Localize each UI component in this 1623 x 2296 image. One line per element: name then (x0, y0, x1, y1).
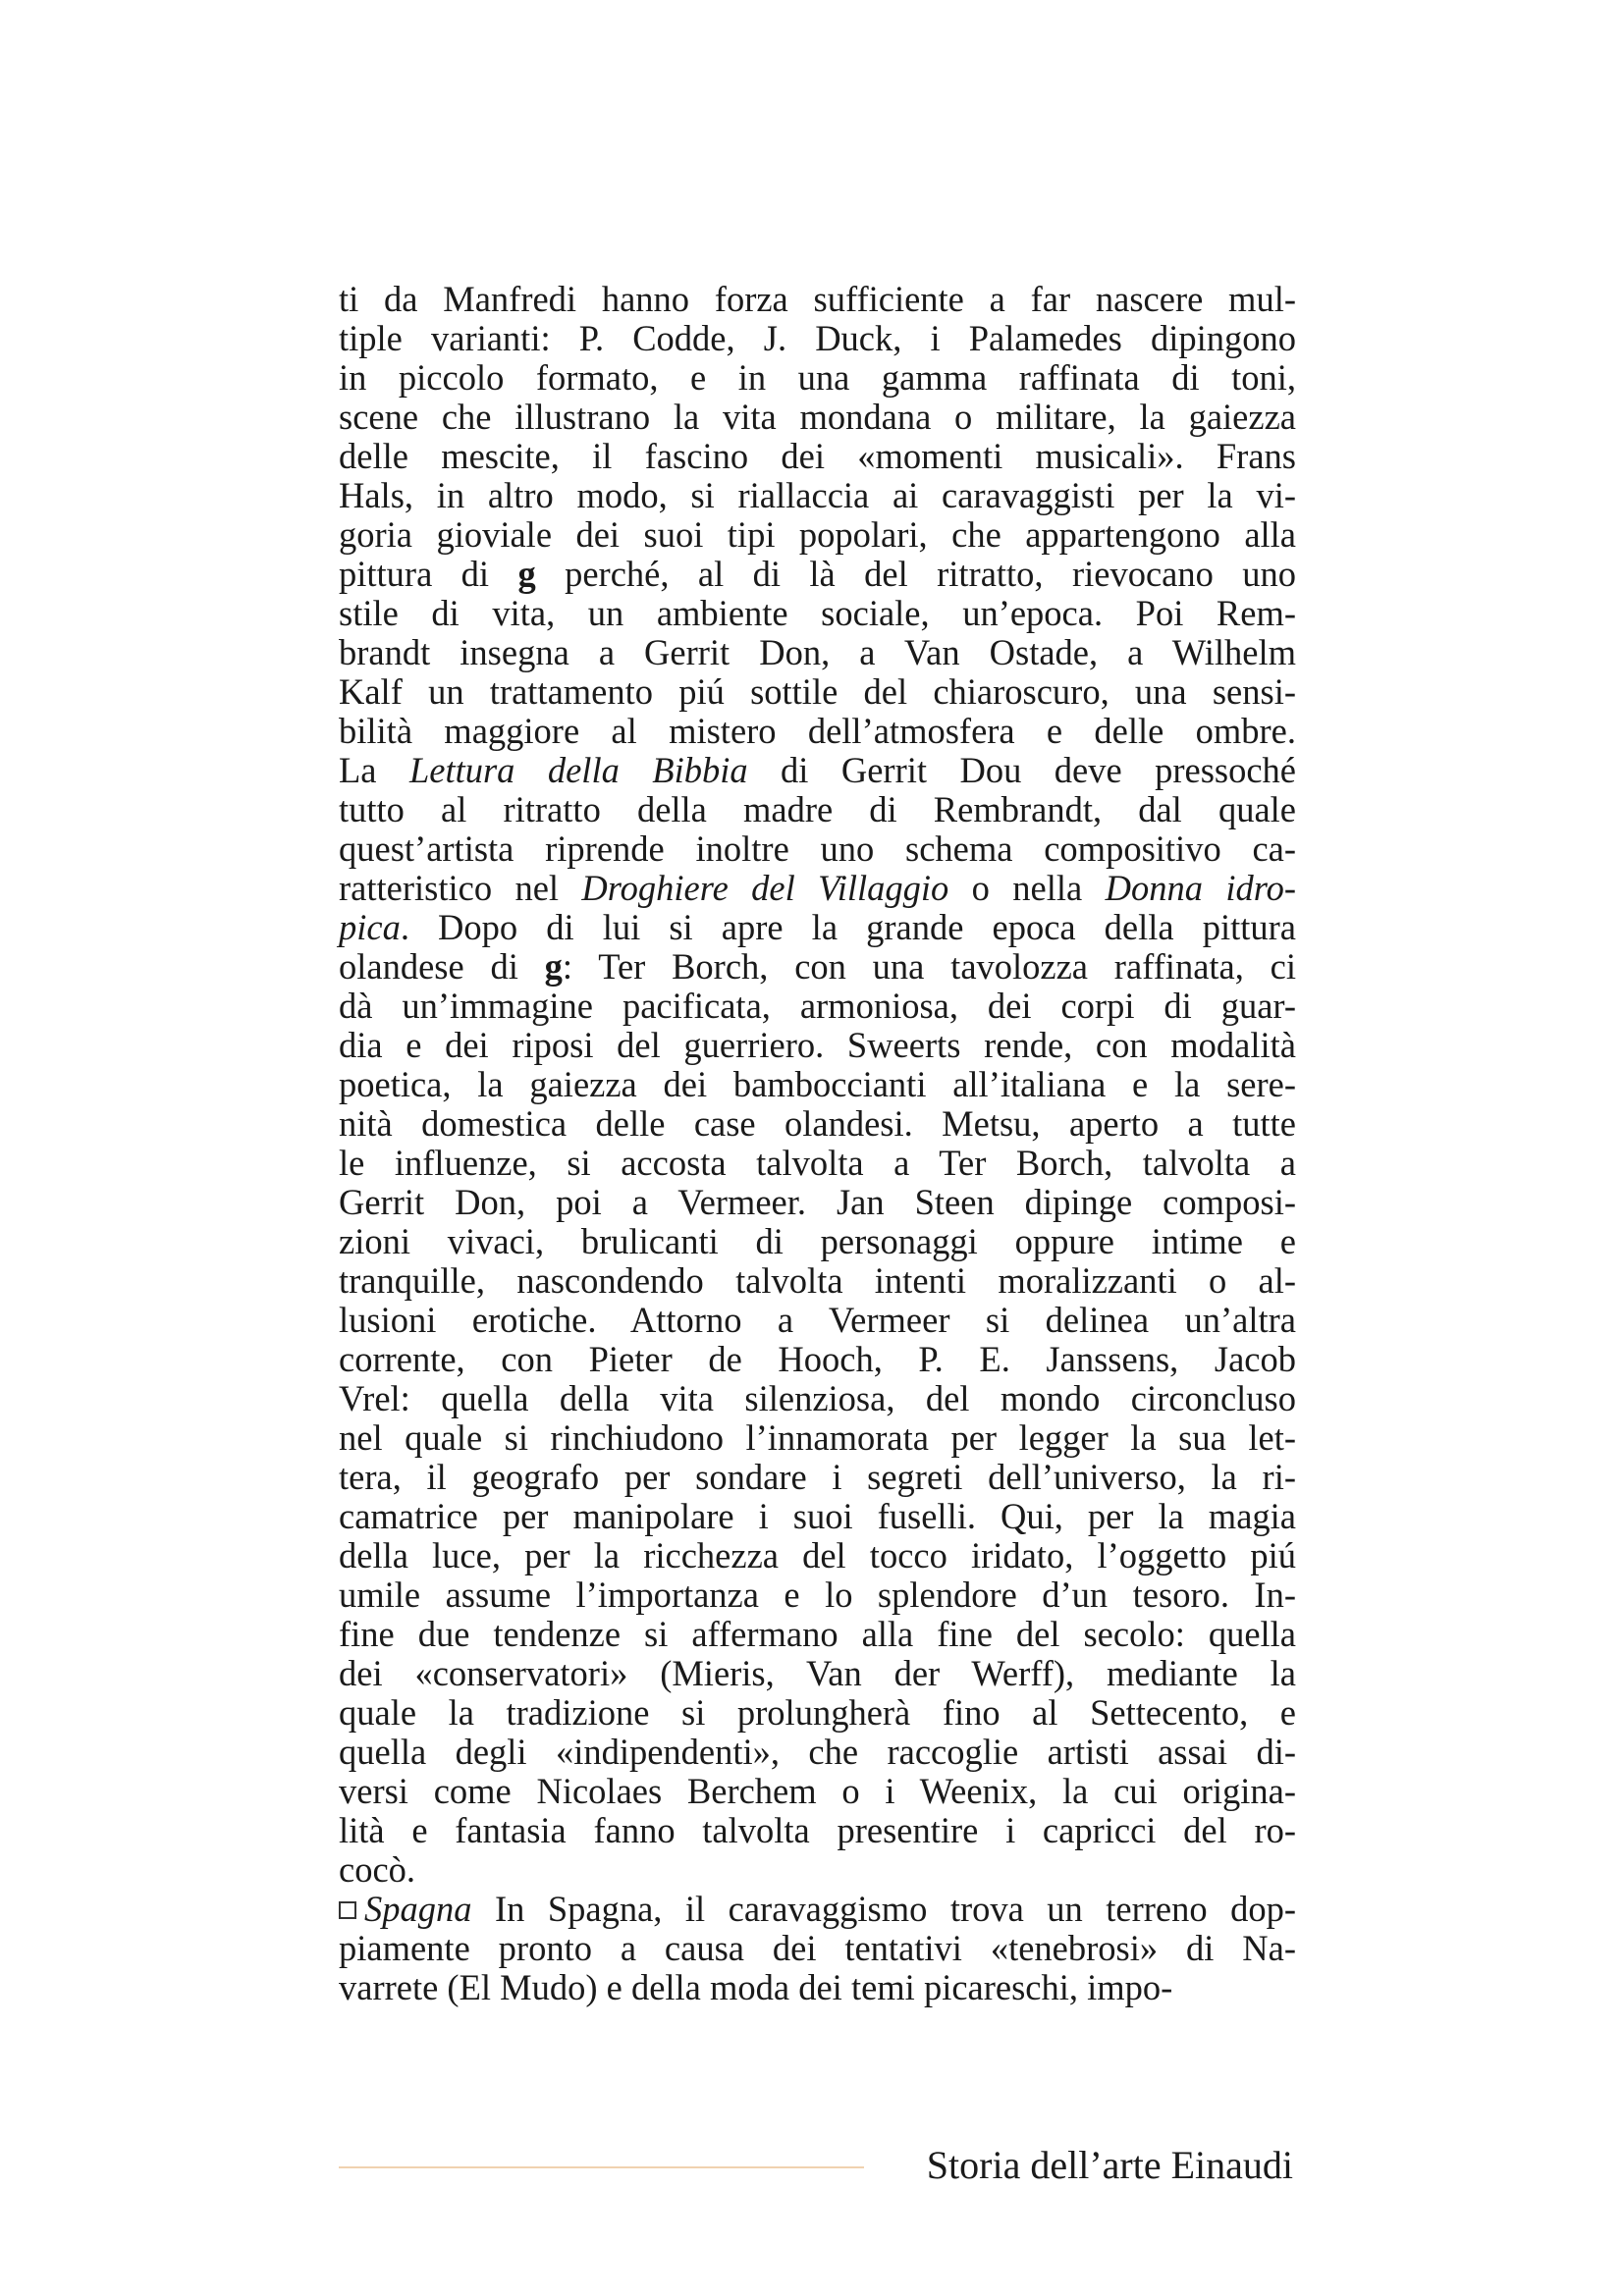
footer-rule (339, 2166, 864, 2168)
text-segment: quella degli «indipendenti», che raccoglie artisti assai di- (339, 1732, 1296, 1772)
text-line (339, 1772, 1296, 1811)
text-line (339, 1811, 1296, 1850)
text-line (339, 1222, 1296, 1261)
text-line (339, 987, 1296, 1026)
text-line (339, 672, 1296, 712)
text-line (339, 1929, 1296, 1968)
italic-text: pica (339, 907, 401, 947)
text-line (339, 947, 1296, 987)
text-segment: tiple varianti: P. Codde, J. Duck, i Palamedes dipingono (339, 318, 1296, 358)
text-segment: pittura di (339, 554, 518, 594)
bold-symbol: g (544, 946, 563, 987)
text-segment: olandese di (339, 946, 545, 987)
text-line (339, 1261, 1296, 1301)
text-segment: versi come Nicolaes Berchem o i Weenix, la cui origina- (339, 1771, 1296, 1811)
text-line (339, 1301, 1296, 1340)
section-square-icon (339, 1901, 356, 1919)
text-segment: zioni vivaci, brulicanti di personaggi oppure intime e (339, 1221, 1296, 1261)
text-segment: : Ter Borch, con una tavolozza raffinata, ci (562, 946, 1296, 987)
text-line (339, 1104, 1296, 1144)
text-segment: ratteristico nel (339, 868, 582, 908)
text-segment: varrete (El Mudo) e della moda dei temi picareschi, impo- (339, 1967, 1173, 2007)
text-line (339, 1026, 1296, 1065)
text-segment: fine due tendenze si affermano alla fine del secolo: quella (339, 1614, 1296, 1654)
text-segment: delle mescite, il fascino dei «momenti musicali». Frans (339, 436, 1296, 476)
text-line (339, 1458, 1296, 1497)
text-segment: dei «conservatori» (Mieris, Van der Werff), mediante la (339, 1653, 1296, 1693)
text-line (339, 358, 1296, 398)
text-segment: o nella (948, 868, 1106, 908)
text-segment: goria gioviale dei suoi tipi popolari, che appartengono alla (339, 514, 1296, 555)
text-segment: . Dopo di lui si apre la grande epoca della pittura (400, 907, 1296, 947)
text-segment: bilità maggiore al mistero dell’atmosfera e delle ombre. (339, 711, 1296, 751)
text-segment: nel quale si rinchiudono l’innamorata per legger la sua let- (339, 1417, 1296, 1458)
text-segment: tutto al ritratto della madre di Rembrandt, dal quale (339, 789, 1296, 829)
text-segment: poetica, la gaiezza dei bamboccianti all’italiana e la sere- (339, 1064, 1296, 1104)
text-line (339, 1890, 1296, 1929)
text-line (339, 555, 1296, 594)
text-segment: nità domestica delle case olandesi. Metsu, aperto a tutte (339, 1103, 1296, 1144)
text-line (339, 712, 1296, 751)
text-line (339, 515, 1296, 555)
text-line (339, 437, 1296, 476)
text-segment: le influenze, si accosta talvolta a Ter Borch, talvolta a (339, 1143, 1296, 1183)
text-segment: tera, il geografo per sondare i segreti dell’universo, la ri- (339, 1457, 1296, 1497)
text-line (339, 908, 1296, 947)
italic-text: Donna idro- (1105, 868, 1296, 908)
text-segment: ti da Manfredi hanno forza sufficiente a far nascere mul- (339, 279, 1296, 319)
text-segment: perché, al di là del ritratto, rievocano uno (535, 554, 1296, 594)
text-line (339, 398, 1296, 437)
text-segment: quale la tradizione si prolungherà fino al Settecento, e (339, 1692, 1296, 1733)
text-segment: quest’artista riprende inoltre uno schema compositivo ca- (339, 828, 1296, 869)
text-line (339, 790, 1296, 829)
text-line (339, 476, 1296, 515)
text-line (339, 319, 1296, 358)
text-segment: piamente pronto a causa dei tentativi «tenebrosi» di Na- (339, 1928, 1296, 1968)
text-segment: brandt insegna a Gerrit Don, a Van Ostade, a Wilhelm (339, 632, 1296, 672)
text-segment: camatrice per manipolare i suoi fuselli. Qui, per la magia (339, 1496, 1296, 1536)
text-line (339, 829, 1296, 869)
text-segment: umile assume l’importanza e lo splendore d’un tesoro. In- (339, 1575, 1296, 1615)
text-segment: corrente, con Pieter de Hooch, P. E. Janssens, Jacob (339, 1339, 1296, 1379)
text-segment: cocò. (339, 1849, 416, 1890)
text-segment: La (339, 750, 409, 790)
text-segment: Gerrit Don, poi a Vermeer. Jan Steen dipinge composi- (339, 1182, 1296, 1222)
text-line (339, 633, 1296, 672)
text-line (339, 280, 1296, 319)
text-segment: lusioni erotiche. Attorno a Vermeer si delinea un’altra (339, 1300, 1296, 1340)
text-line (339, 1497, 1296, 1536)
text-segment: di Gerrit Dou deve pressoché (747, 750, 1297, 790)
text-line (339, 751, 1296, 790)
body-text (339, 280, 1296, 2007)
text-line (339, 1144, 1296, 1183)
text-line (339, 1850, 1296, 1890)
text-segment: Hals, in altro modo, si riallaccia ai caravaggisti per la vi- (339, 475, 1296, 515)
text-segment: in piccolo formato, e in una gamma raffinata di toni, (339, 357, 1296, 398)
text-segment: Kalf un trattamento piú sottile del chiaroscuro, una sensi- (339, 671, 1296, 712)
text-segment: della luce, per la ricchezza del tocco iridato, l’oggetto piú (339, 1535, 1296, 1575)
footer-title: Storia dell’arte Einaudi (926, 2143, 1293, 2187)
text-line (339, 1693, 1296, 1733)
text-line (339, 1654, 1296, 1693)
italic-text: Spagna (364, 1889, 472, 1929)
text-line (339, 869, 1296, 908)
text-line (339, 1575, 1296, 1615)
text-segment: In Spagna, il caravaggismo trova un terreno dop- (471, 1889, 1296, 1929)
text-segment: tranquille, nascondendo talvolta intenti moralizzanti o al- (339, 1260, 1296, 1301)
bold-symbol: g (517, 554, 536, 594)
italic-text: Droghiere del Villaggio (581, 868, 949, 908)
text-line (339, 1733, 1296, 1772)
text-line (339, 1968, 1296, 2007)
text-segment: lità e fantasia fanno talvolta presentire i capricci del ro- (339, 1810, 1296, 1850)
text-line (339, 1065, 1296, 1104)
text-line (339, 594, 1296, 633)
text-segment: scene che illustrano la vita mondana o militare, la gaiezza (339, 397, 1296, 437)
text-segment: dà un’immagine pacificata, armoniosa, dei corpi di guar- (339, 986, 1296, 1026)
text-line (339, 1379, 1296, 1418)
text-line (339, 1536, 1296, 1575)
text-segment: dia e dei riposi del guerriero. Sweerts rende, con modalità (339, 1025, 1296, 1065)
text-segment: stile di vita, un ambiente sociale, un’epoca. Poi Rem- (339, 593, 1296, 633)
text-line (339, 1418, 1296, 1458)
text-segment: Vrel: quella della vita silenziosa, del mondo circoncluso (339, 1378, 1296, 1418)
text-line (339, 1615, 1296, 1654)
text-line (339, 1183, 1296, 1222)
italic-text: Lettura della Bibbia (408, 750, 748, 790)
text-line (339, 1340, 1296, 1379)
